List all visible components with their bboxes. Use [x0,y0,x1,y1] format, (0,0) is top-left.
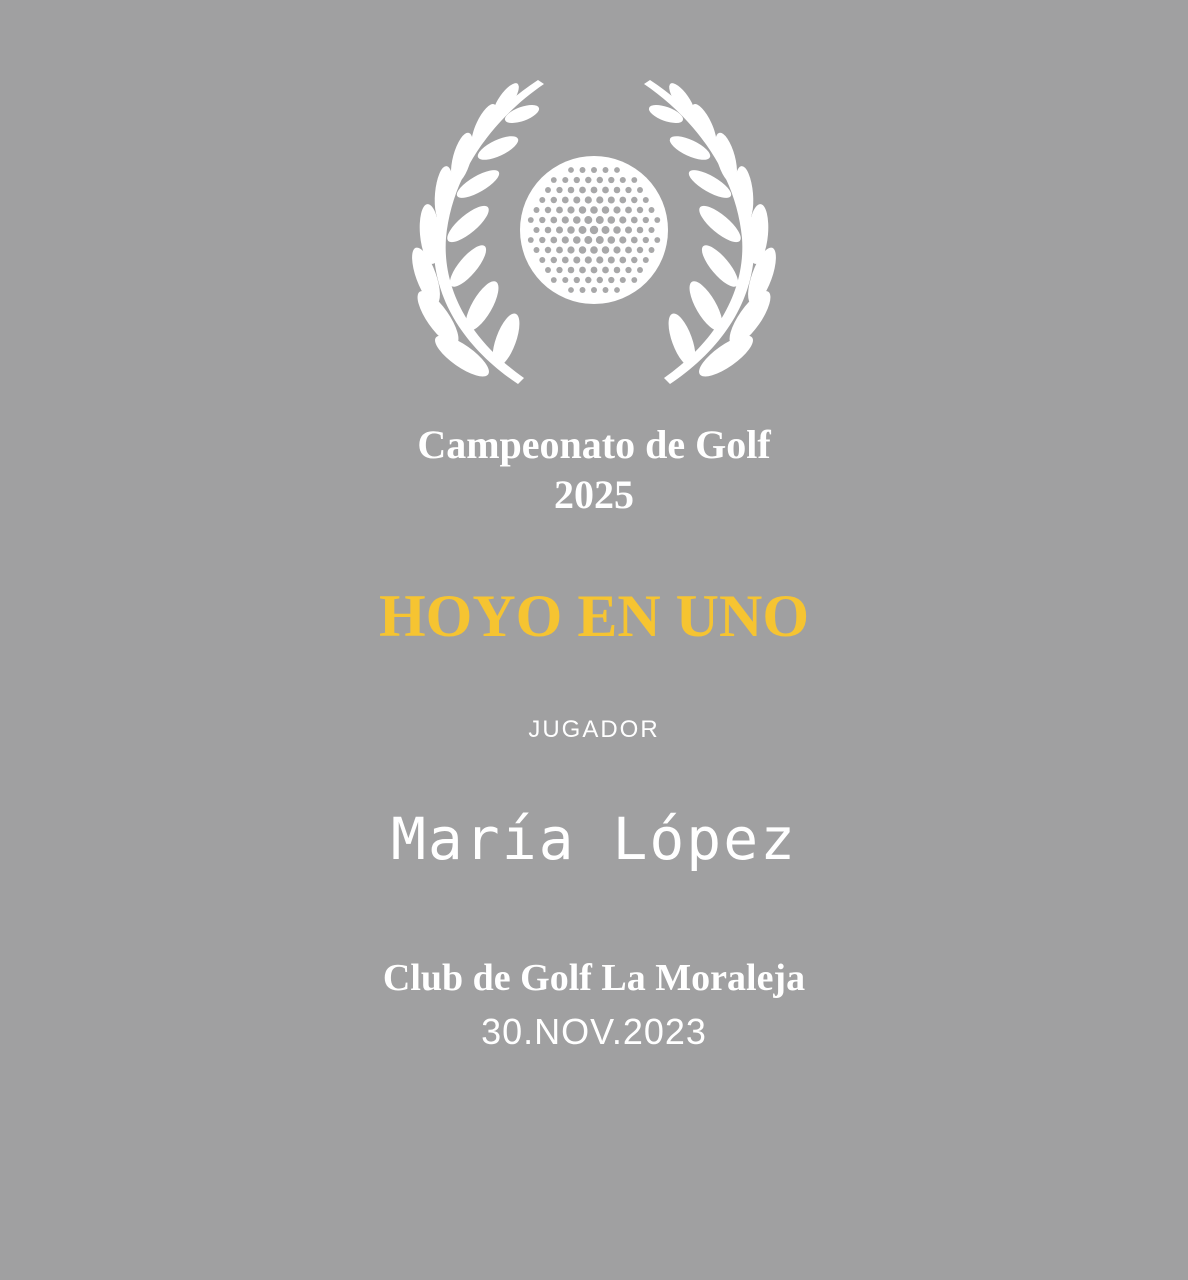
golf-ball-dimple [602,246,609,253]
golf-ball-dimple [643,257,649,263]
golf-ball-dimple [648,227,654,233]
golf-ball-dimple [573,196,580,203]
golf-ball-dimple [602,226,610,234]
golf-ball-dimple [637,227,644,234]
golf-ball-dimple [574,277,580,283]
golf-ball-dimple [585,256,592,263]
golf-ball-dimple [534,247,540,253]
golf-ball-dimple [568,187,575,194]
golf-ball-dimple [631,177,637,183]
golf-ball-dimple [562,236,569,243]
golf-ball-dimple [596,256,603,263]
golf-ball-dimple [579,267,586,274]
emblem [394,78,794,388]
golf-ball-dimple [590,206,598,214]
golf-ball-dimple [579,246,586,253]
golf-ball-dimple [620,177,626,183]
golf-ball-dimple [631,197,637,203]
golf-ball-dimple [539,217,545,223]
golf-ball-dimple [614,287,620,293]
golf-ball-dimple [619,236,626,243]
golf-ball-dimple [579,187,586,194]
golf-ball-dimple [637,187,643,193]
golf-ball-dimple [631,257,637,263]
golf-ball-dimple [545,227,552,234]
venue-name: Club de Golf La Moraleja [382,957,806,999]
golf-ball-dimple [591,187,598,194]
golf-ball-dimple [551,197,557,203]
golf-ball-dimple [625,267,631,273]
golf-ball-dimple [533,227,539,233]
golf-ball-dimple [551,277,557,283]
golf-ball-dimple [568,287,574,293]
golf-ball-dimple [556,267,562,273]
golf-ball-dimple [625,226,632,233]
event-title: Campeonato de Golf [417,422,771,467]
golf-ball-dimple [585,177,591,183]
golf-ball-dimple [631,277,637,283]
golf-ball-dimple [649,247,655,253]
golf-ball-dimple [585,277,591,283]
golf-ball-dimple [608,196,615,203]
golf-ball-dimple [568,267,575,274]
golf-ball-dimple [654,237,660,243]
golf-ball-dimple [568,167,574,173]
golf-ball-dimple [584,216,592,224]
golf-ball-dimple [591,287,597,293]
golf-ball-dimple [528,217,534,223]
golf-ball-dimple [608,277,614,283]
golf-ball-dimple [567,246,574,253]
golf-ball-dimple [579,206,586,213]
golf-ball-dimple [551,177,557,183]
golf-ball-dimple [619,216,626,223]
golf-ball-dimple [619,257,626,264]
golf-ball-dimple [613,246,620,253]
event-year: 2025 [554,472,634,517]
golf-ball-dimple [620,277,626,283]
golf-ball-dimple [614,187,621,194]
golf-ball-dimple [562,197,569,204]
golf-ball-dimple [573,236,581,244]
golf-ball-dimple [550,217,557,224]
golf-ball-dimple [649,207,655,213]
golf-ball-dimple [614,267,621,274]
golf-ball-dimple [603,167,609,173]
golf-ball-dimple [602,267,609,274]
golf-ball-dimple [539,237,545,243]
award-title: HOYO EN UNO [378,583,810,649]
golf-ball-dimple [643,217,649,223]
golf-ball-dimple [597,277,603,283]
golf-ball-dimple [608,236,616,244]
golf-ball-dimple [545,187,551,193]
golf-ball-dimple [539,197,545,203]
golf-ball-dimple [562,177,568,183]
golf-ball-dimple [625,187,631,193]
golf-ball-dimple [579,226,587,234]
golf-ball-dimple [614,167,620,173]
golf-ball-dimple [584,236,592,244]
golf-ball-dimple [596,196,603,203]
golf-ball-dimple [613,226,620,233]
golf-ball-dimple [556,247,563,254]
golf-ball-dimple [562,277,568,283]
golf-ball-dimple [619,197,626,204]
golf-ball-dimple [608,177,614,183]
golf-ball-dimple [602,206,609,213]
golf-ball-dimple [573,216,581,224]
golf-ball-dimple [596,236,604,244]
golf-ball-dimple [631,237,638,244]
golf-ball-dimple [603,287,609,293]
golf-ball-dimple [567,226,574,233]
recipient-label: JUGADOR [528,716,660,743]
golf-ball-dimple [625,247,632,254]
golf-ball-dimple [591,267,598,274]
golf-ball-dimple [585,196,592,203]
golf-ball-dimple [637,267,643,273]
golf-ball-dimple [613,206,620,213]
golf-ball-icon [520,156,668,304]
golf-ball-dimple [643,237,649,243]
golf-ball-dimple [550,237,557,244]
golf-ball-dimple [643,197,649,203]
golf-ball-dimple [654,217,660,223]
golf-ball-dimple [580,167,586,173]
golf-ball-dimple [534,207,540,213]
golf-ball-dimple [590,246,598,254]
golf-ball-dimple [573,256,580,263]
recipient-name: María López [390,805,798,873]
golf-ball-dimple [596,216,604,224]
golf-ball-dimple [562,216,569,223]
golf-ball-dimple [580,287,586,293]
golf-ball-dimple [556,187,562,193]
golf-ball-dimple [545,247,551,253]
golf-ball-dimple [637,207,643,213]
golf-ball-dimple [545,207,551,213]
golf-ball-dimple [602,187,609,194]
golf-ball-dimple [551,257,557,263]
golf-ball-dimple [562,257,569,264]
golf-ball-dimple [590,226,598,234]
golf-ball-dimple [574,177,580,183]
golf-ball-dimple [545,267,551,273]
golf-ball-dimple [608,256,615,263]
golf-ball-dimple [556,207,563,214]
golf-ball-dimple [556,226,563,233]
golf-ball-dimple [631,217,638,224]
golf-ball-dimple [539,257,545,263]
golf-ball-dimple [567,206,574,213]
golf-ball-dimple [597,177,603,183]
event-date: 30.NOV.2023 [481,1011,707,1052]
golf-ball-dimple [591,167,597,173]
golf-ball-dimple [625,207,632,214]
golf-ball-dimple [637,247,643,253]
golf-ball-dimple [608,216,616,224]
golf-ball-dimple [528,237,534,243]
